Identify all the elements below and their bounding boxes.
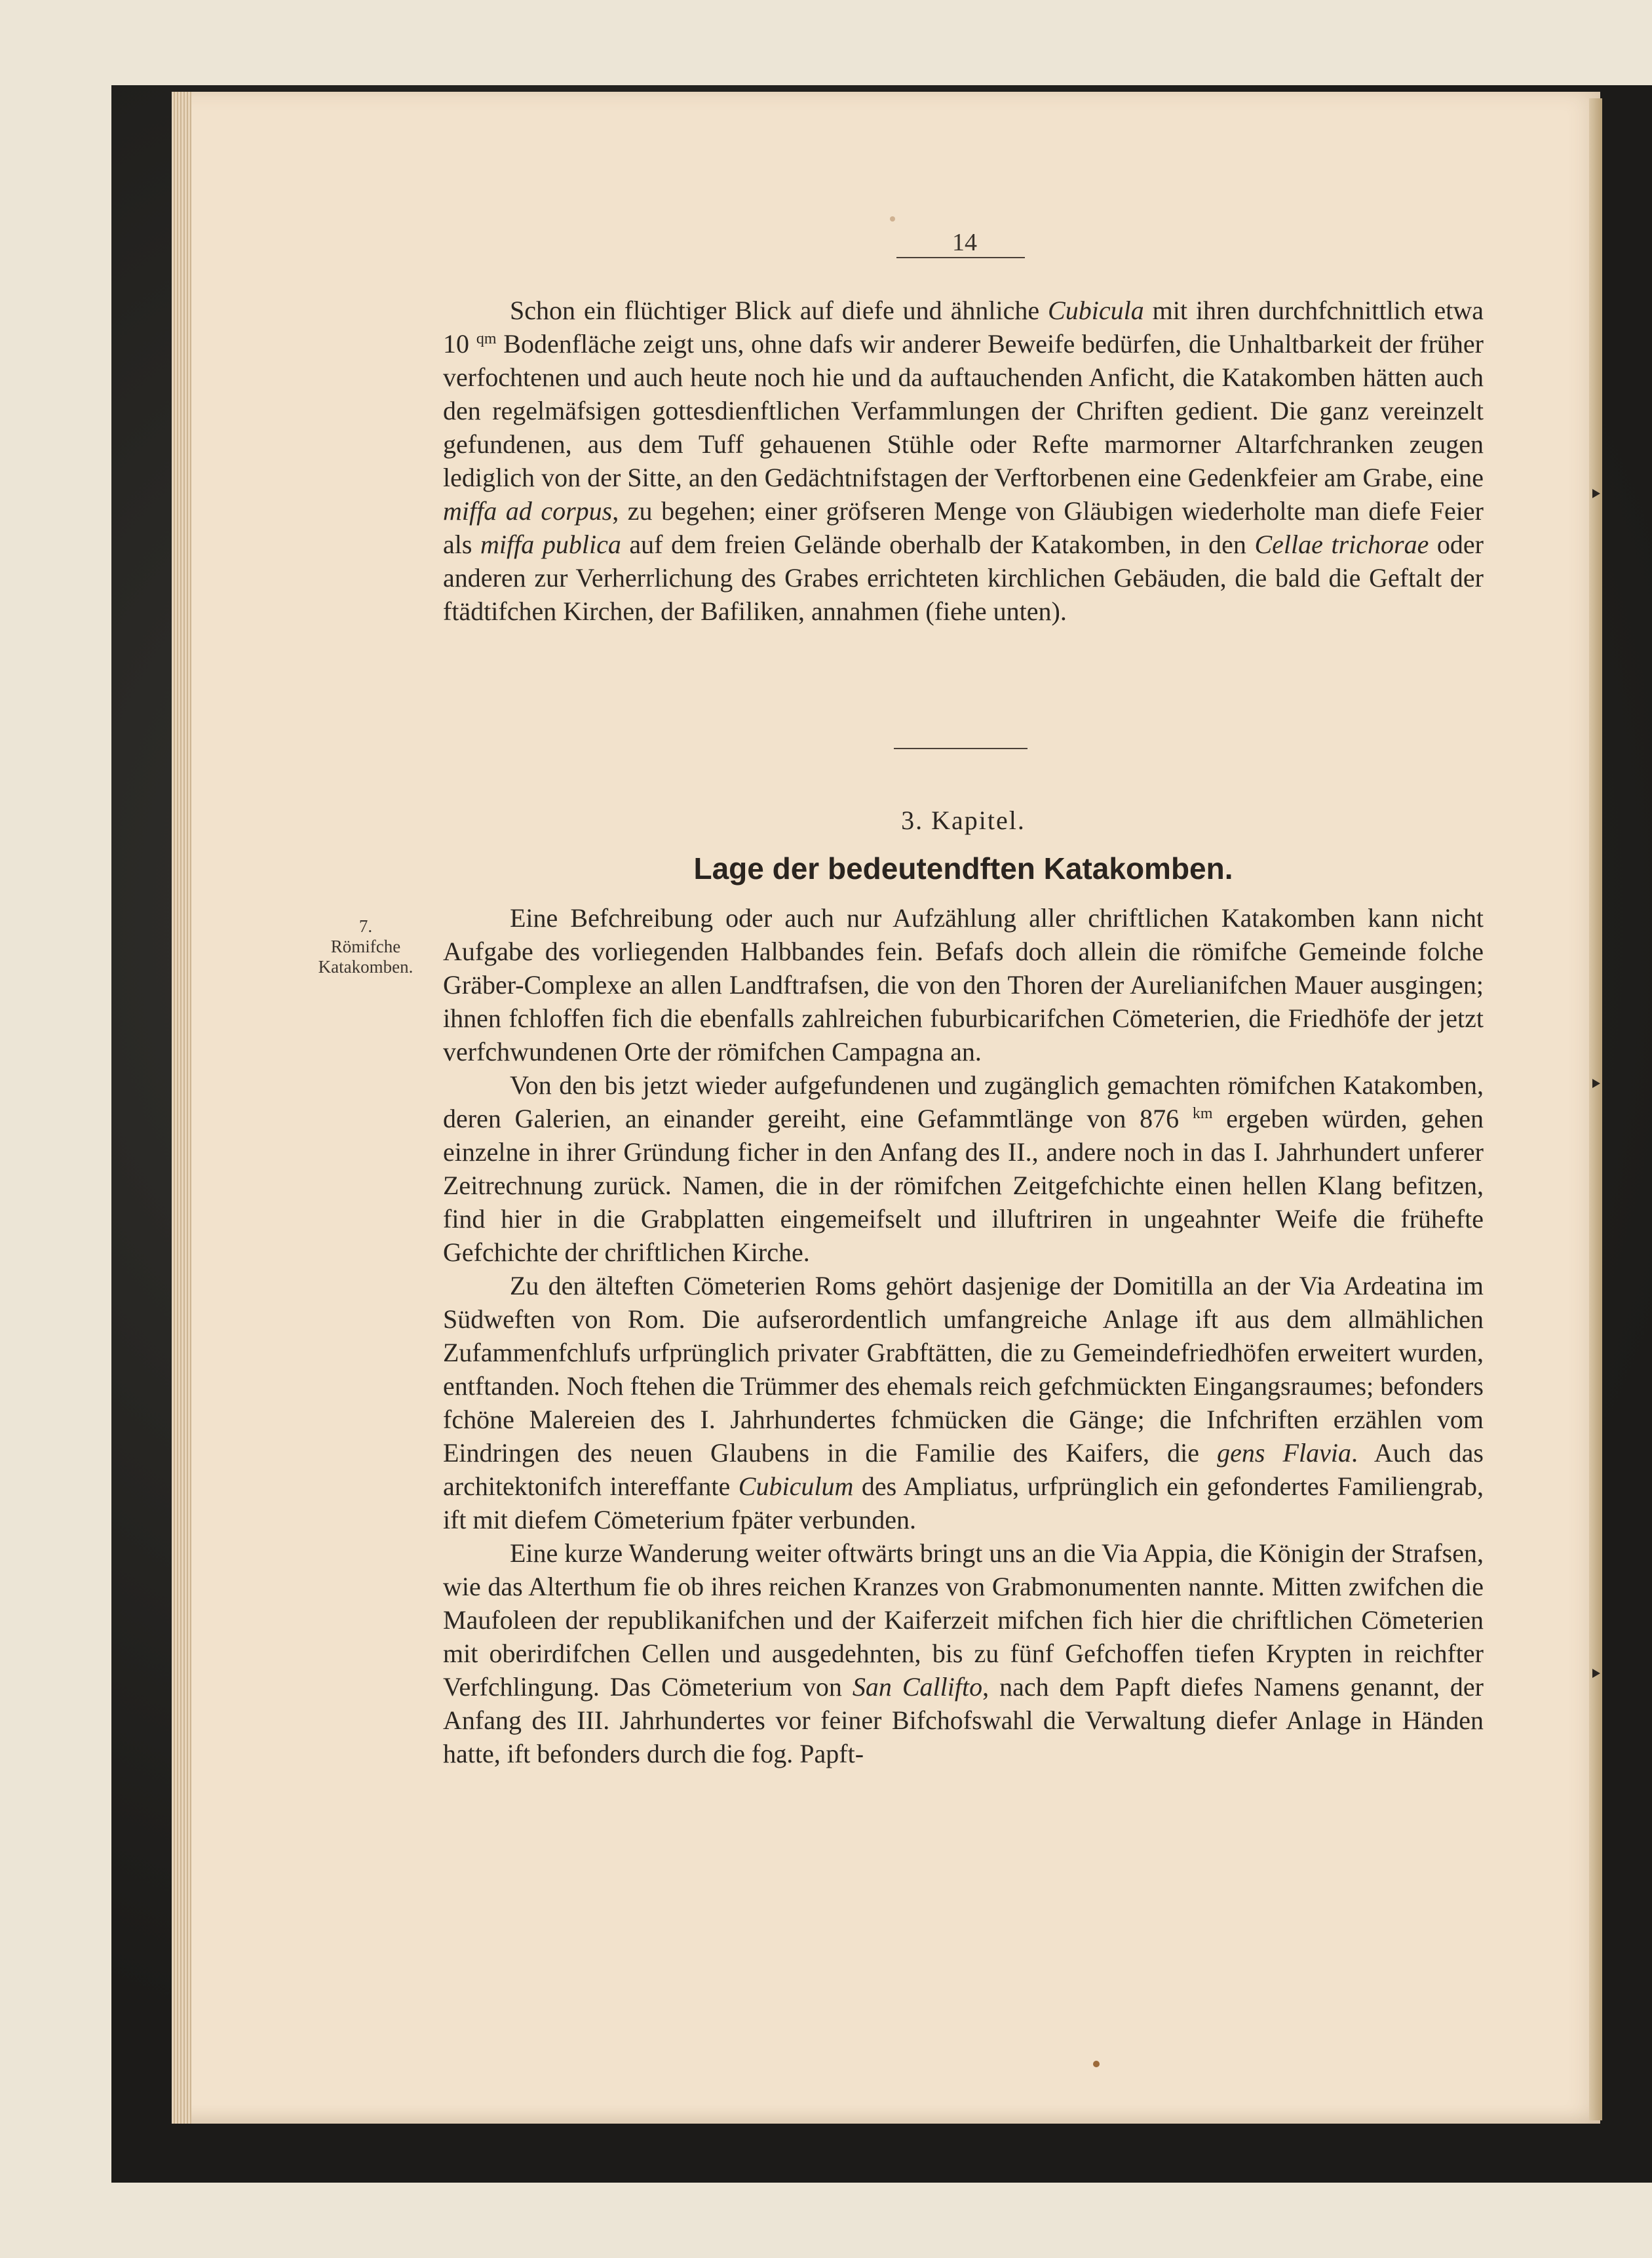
text-run: Zu den älteften Cömeterien Roms gehört dasjenige der Domitilla an der Via Ardeatina im Südweften von Rom. Die aufserordentlich umfangreiche Anlage ift aus dem allmählichen Zufammenfchlufs urfprünglich privater Grabftätten, die zu Gemeindefriedhöfen erweitert wurden, entftanden. Noch ftehen die Trümmer des ehemals reich gefchmückten Eingangsraumes; befonders fchöne Malereien des I. Jahrhundertes fchmücken die Gänge; die Infchriften erzählen vom Eindringen des neuen Glaubens in die Familie des Kaifers, die — [443, 1271, 1484, 1468]
intro-paragraph — [443, 294, 1484, 628]
margin-note-index: 7. — [358, 916, 373, 936]
text-run: des Ampliatus, urfprünglich ein gefondertes Familiengrab, ift mit diefem Cömeterium fpäter verbunden. — [443, 1471, 1484, 1534]
paragraph — [443, 1269, 1484, 1536]
chapter-title: Lage der bedeutendften Katakomben. — [693, 851, 1233, 886]
margin-note-line: Römifche — [330, 937, 401, 956]
page-stack-edge — [172, 92, 191, 2124]
margin-note-line: Katakomben. — [318, 957, 413, 977]
page-gutter-edge — [1589, 98, 1602, 2120]
paragraph — [443, 901, 1484, 1068]
text-run: ergeben würden, gehen einzelne in ihrer Gründung ficher in den Anfang des II., andere noch in das I. Jahrhundert unferer Zeitrechnung zurück. Namen, die in der römifchen Zeitgefchichte einen hellen Klang befitzen, find hier in die Grabplatten eingemeifselt und illuftriren in ungeahnter Weife die frühefte Gefchichte der chriftlichen Kirche. — [443, 1104, 1484, 1267]
italic-term: miffa ad corpus — [443, 496, 613, 526]
margin-note — [300, 916, 431, 977]
italic-term: miffa publica — [480, 530, 621, 559]
page-spot — [890, 216, 895, 222]
section-divider — [894, 748, 1028, 749]
paragraph — [443, 1068, 1484, 1269]
text-run: , zu begehen; einer gröfseren Menge von Gläubigen wiederholte man diefe Feier als — [443, 496, 1484, 559]
text-run: Bodenfläche zeigt uns, ohne dafs wir anderer Beweife bedürfen, die Unhaltbarkeit der früher verfochtenen und auch heute noch hie und da auftauchenden Anficht, die Katakomben hätten auch den regelmäfsigen gottesdienftlichen Verfammlungen der Chriften gedient. Die ganz vereinzelt gefundenen, aus dem Tuff gehauenen Stühle oder Refte marmorner Altarfchranken zeugen lediglich von der Sitte, an den Gedächtnifstagen der Verftorbenen eine Gedenkfeier am Grabe, eine — [443, 329, 1484, 492]
italic-term: Cubiculum — [738, 1471, 854, 1501]
text-run: mit ihren durchfchnittlich etwa 10 — [443, 296, 1484, 359]
italic-term: gens Flavia — [1217, 1438, 1351, 1468]
text-run: Eine Befchreibung oder auch nur Aufzählung aller chriftlichen Katakomben kann nicht Aufgabe des vorliegenden Halbbandes fein. Befafs doch allein die römifche Gemeinde folche Gräber-Complexe an allen Landftrafsen, die von den Thoren der Aurelianifchen Mauer ausgingen; ihnen fchloffen fich die ebenfalls zahlreichen fuburbicarifchen Cömeterien, die Friedhöfe der jetzt verfchwundenen Orte der römifchen Campagna an. — [443, 903, 1484, 1066]
italic-term: Cubicula — [1048, 296, 1144, 325]
edge-mark — [1592, 489, 1600, 498]
text-run: Eine kurze Wanderung weiter oftwärts bringt uns an die Via Appia, die Königin der Strafsen, wie das Alterthum fie ob ihres reichen Kranzes von Grabmonumenten nannte. Mitten zwifchen die Maufoleen der republikanifchen und der Kaiferzeit mifchen fich hier die chriftlichen Cömeterien mit oberirdifchen Cellen und ausgedehnten, bis zu fünf Gefchoffen tiefen Krypten in reichfter Verfchlingung. Das Cömeterium von — [443, 1538, 1484, 1702]
unit-superscript: km — [1192, 1105, 1213, 1122]
page-spot — [1093, 2061, 1100, 2067]
text-run: oder anderen zur Verherrlichung des Grabes errichteten kirchlichen Gebäuden, die bald die Geftalt der ftädtifchen Kirchen, der Bafiliken, annahmen (fiehe unten). — [443, 530, 1484, 626]
text-run: auf dem freien Gelände oberhalb der Katakomben, in den — [621, 530, 1255, 559]
italic-term: San Callifto — [852, 1672, 983, 1702]
header-rule — [896, 257, 1025, 258]
text-run: Schon ein flüchtiger Blick auf diefe und ähnliche — [510, 296, 1048, 325]
paragraph — [443, 1536, 1484, 1770]
text-run: , nach dem Papft diefes Namens genannt, der Anfang des III. Jahrhundertes vor feiner Bifchofswahl die Verwaltung diefer Anlage in Händen hatte, ift befonders durch die fog. Papft- — [443, 1672, 1484, 1768]
edge-mark — [1592, 1669, 1600, 1678]
page-number: 14 — [952, 229, 977, 256]
paragraph — [443, 294, 1484, 628]
italic-term: Cellae trichorae — [1254, 530, 1429, 559]
text-run: Von den bis jetzt wieder aufgefundenen und zugänglich gemachten römifchen Katakomben, deren Galerien, an einander gereiht, eine Gefammtlänge von 876 — [443, 1070, 1484, 1133]
chapter-body — [443, 901, 1484, 1770]
edge-mark — [1592, 1079, 1600, 1088]
unit-superscript: qm — [476, 330, 497, 347]
chapter-number: 3. Kapitel. — [901, 806, 1026, 835]
text-run: . Auch das architektonifch intereffante — [443, 1438, 1484, 1501]
